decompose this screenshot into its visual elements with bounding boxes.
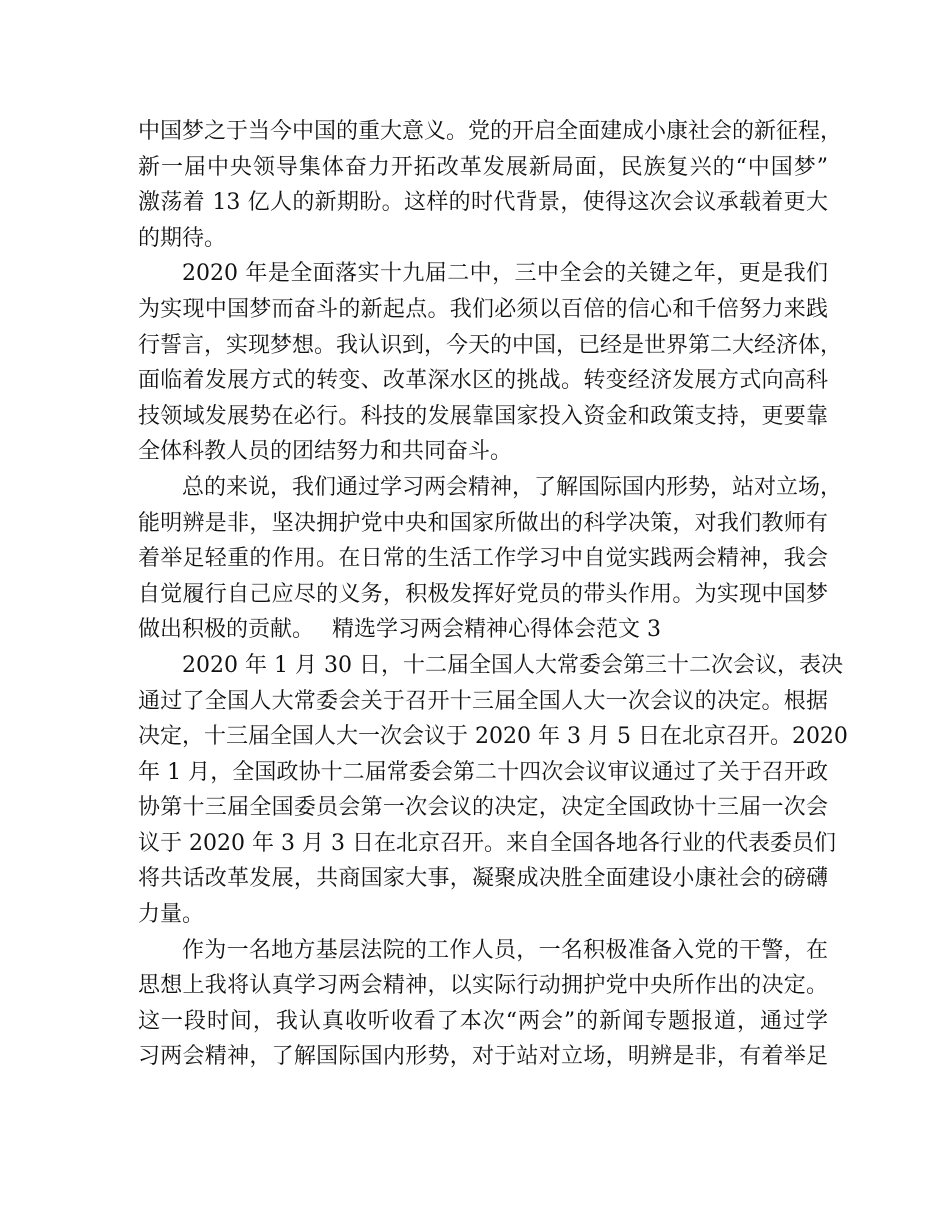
text-line: 习两会精神，了解国际国内形势，对于站对立场，明辨是非，有着举足 [138,1044,828,1070]
text-line: 力量。 [138,902,205,928]
text-line: 将共话改革发展，共商国家大事，凝聚成决胜全面建设小康社会的磅礴 [138,866,828,892]
text-line: 总的来说，我们通过学习两会精神，了解国际国内形势，站对立场， [182,474,843,500]
text-line: 年 1 月，全国政协十二届常委会第二十四次会议审议通过了关于召开政 [138,759,828,785]
paragraph [138,933,828,1075]
paragraph [138,470,843,648]
text-line: 做出积极的贡献。 精选学习两会精神心得体会范文 3 [138,617,661,643]
text-line: 行誓言，实现梦想。我认识到，今天的中国，已经是世界第二大经济体， [138,332,843,358]
text-line: 2020 年是全面落实十九届二中，三中全会的关键之年，更是我们 [182,261,828,287]
paragraph [138,256,843,470]
text-line: 的期待。 [138,225,227,251]
text-line: 中国梦之于当今中国的重大意义。党的开启全面建成小康社会的新征程， [138,119,843,144]
text-line: 作为一名地方基层法院的工作人员，一名积极准备入党的干警，在 [182,937,828,963]
text-line: 能明辨是非，坚决拥护党中央和国家所做出的科学决策，对我们教师有 [138,510,828,536]
text-line: 通过了全国人大常委会关于召开十三届全国人大一次会议的决定。根据 [138,688,828,714]
text-line: 着举足轻重的作用。在日常的生活工作学习中自觉实践两会精神，我会 [138,546,828,572]
text-line: 新一届中央领导集体奋力开拓改革发展新局面，民族复兴的“中国梦” [138,154,828,180]
paragraph [138,648,848,933]
text-line: 决定，十三届全国人大一次会议于 2020 年 3 月 5 日在北京召开。2020 [138,724,848,750]
text-line: 激荡着 13 亿人的新期盼。这样的时代背景，使得这次会议承载着更大 [138,190,828,216]
text-line: 思想上我将认真学习两会精神，以实际行动拥护党中央所作出的决定。 [138,973,828,999]
text-line: 这一段时间，我认真收听收看了本次“两会”的新闻专题报道，通过学 [138,1008,828,1034]
text-line: 全体科教人员的团结努力和共同奋斗。 [138,439,513,465]
text-line: 面临着发展方式的转变、改革深水区的挑战。转变经济发展方式向高科 [138,368,828,394]
text-line: 自觉履行自己应尽的义务，积极发挥好党员的带头作用。为实现中国梦 [138,581,828,607]
paragraph [138,114,843,256]
text-line: 协第十三届全国委员会第一次会议的决定，决定全国政协十三届一次会 [138,795,828,821]
text-line: 技领域发展势在必行。科技的发展靠国家投入资金和政策支持，更要靠 [138,403,828,429]
text-line: 2020 年 1 月 30 日，十二届全国人大常委会第三十二次会议，表决 [182,652,843,678]
text-line: 议于 2020 年 3 月 3 日在北京召开。来自全国各地各行业的代表委员们 [138,830,836,856]
text-line: 为实现中国梦而奋斗的新起点。我们必须以百倍的信心和千倍努力来践 [138,296,828,322]
document-page [138,114,848,1075]
document-body [138,114,848,1075]
